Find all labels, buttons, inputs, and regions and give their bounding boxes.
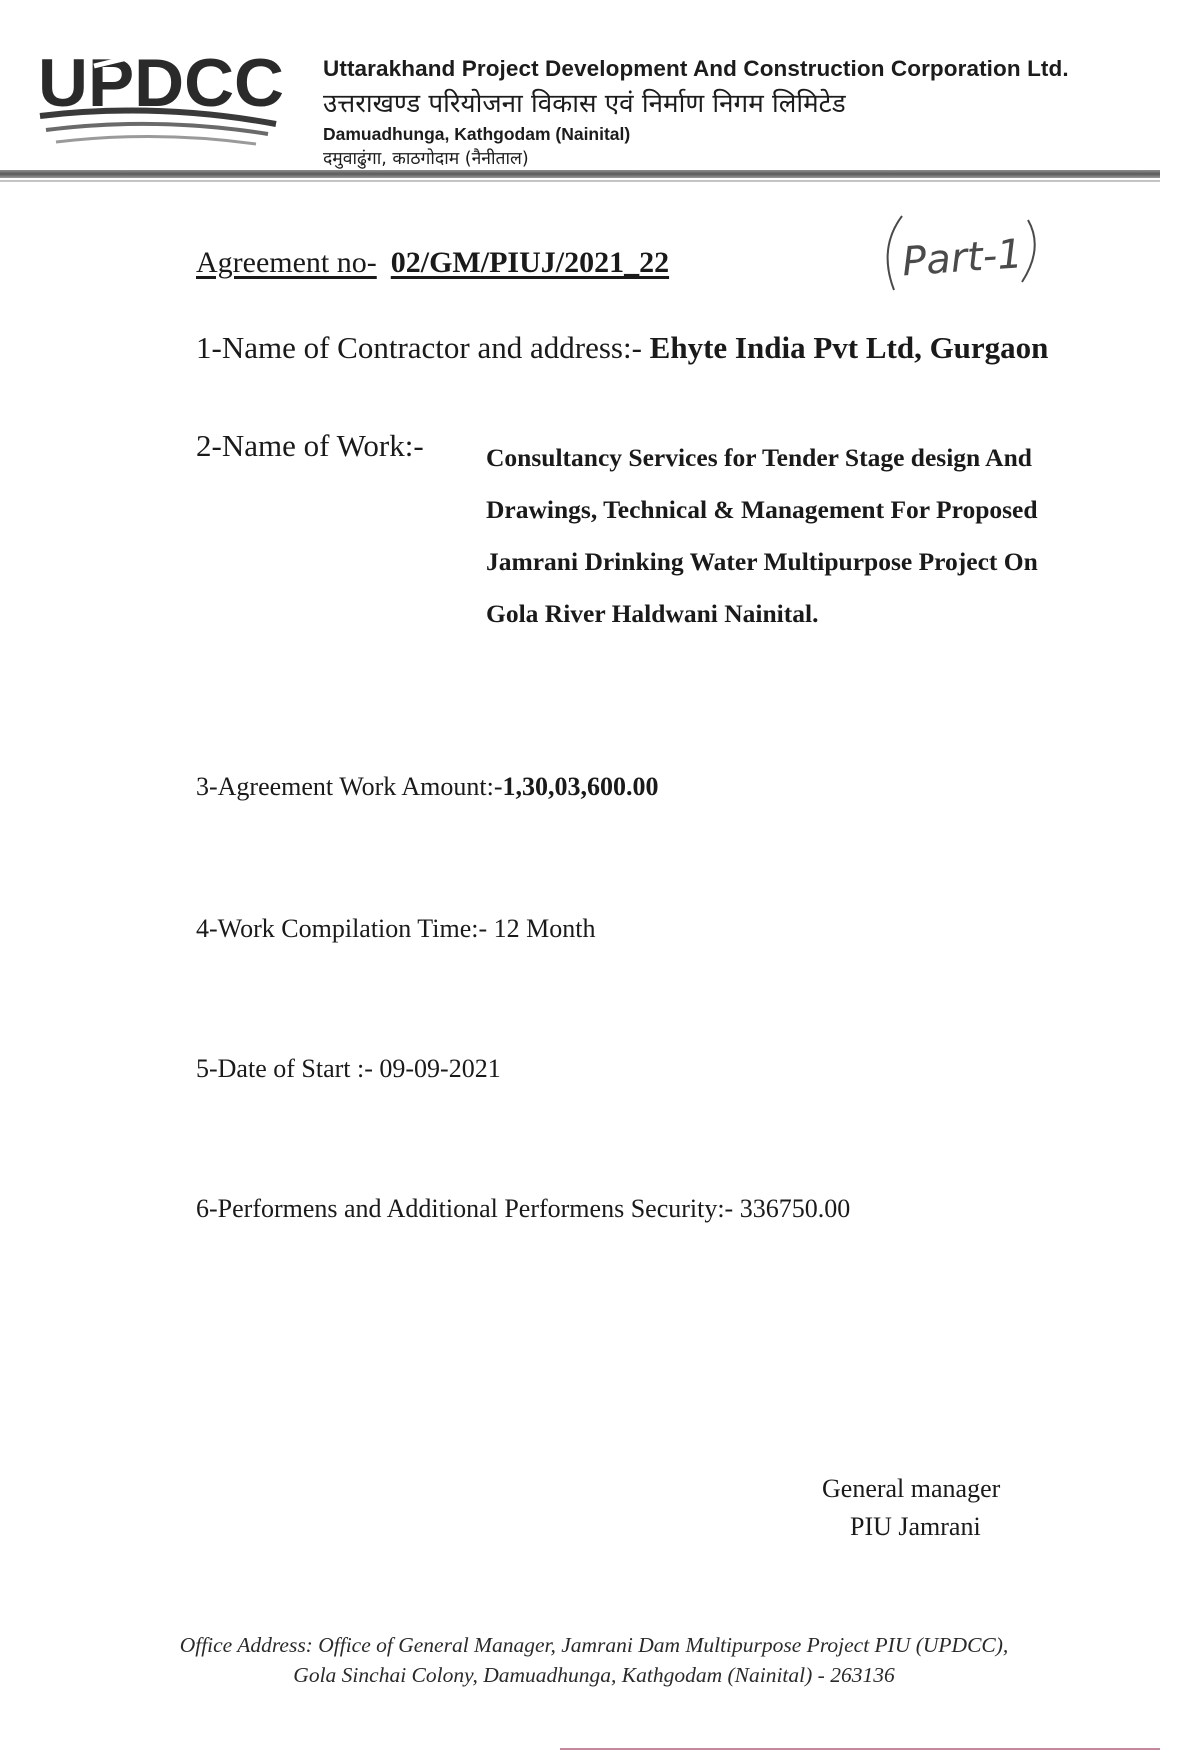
letterhead-divider-thin bbox=[0, 180, 1160, 182]
handwritten-part-note bbox=[872, 208, 1048, 304]
company-address-english: Damuadhunga, Kathgodam (Nainital) bbox=[323, 124, 631, 144]
bottom-edge-line bbox=[560, 1748, 1160, 1750]
letterhead-divider bbox=[0, 170, 1160, 178]
signature-block bbox=[822, 1470, 1000, 1546]
start-date-label: 5-Date of Start :- bbox=[196, 1054, 373, 1083]
work-description-line: Gola River Haldwani Nainital. bbox=[486, 599, 819, 628]
amount-row bbox=[196, 772, 658, 802]
company-address-hindi: दमुवाढुंगा, काठगोदाम (नैनीताल) bbox=[323, 149, 529, 169]
footer-line: Gola Sinchai Colony, Damuadhunga, Kathgodam (Nainital) - 263136 bbox=[293, 1663, 895, 1687]
completion-time-value: 12 Month bbox=[493, 914, 596, 943]
agreement-number-line bbox=[196, 246, 669, 280]
contractor-value: Ehyte India Pvt Ltd, Gurgaon bbox=[649, 330, 1049, 365]
signatory-designation: General manager bbox=[822, 1474, 1001, 1503]
work-label: 2-Name of Work:- bbox=[196, 428, 424, 463]
security-row bbox=[196, 1194, 850, 1224]
office-address-footer bbox=[0, 1630, 1188, 1690]
signatory-office: PIU Jamrani bbox=[850, 1512, 981, 1541]
completion-time-label: 4-Work Compilation Time:- bbox=[196, 914, 488, 943]
work-description-line: Consultancy Services for Tender Stage design And bbox=[486, 443, 1032, 472]
footer-line: Office Address: Office of General Manager, Jamrani Dam Multipurpose Project PIU (UPDCC), bbox=[179, 1633, 1009, 1657]
agreement-number: 02/GM/PIUJ/2021_22 bbox=[390, 246, 670, 279]
svg-text:UPDCC: UPDCC bbox=[38, 46, 284, 121]
agreement-label: Agreement no- bbox=[196, 246, 377, 279]
company-name-english: Uttarakhand Project Development And Construction Corporation Ltd. bbox=[323, 56, 1069, 81]
security-label: 6-Performens and Additional Performens Security:- bbox=[196, 1194, 734, 1223]
work-description-line: Jamrani Drinking Water Multipurpose Project On bbox=[486, 547, 1038, 576]
contractor-row bbox=[196, 330, 1048, 366]
start-date-value: 09-09-2021 bbox=[379, 1054, 501, 1083]
work-description-line: Drawings, Technical & Management For Proposed bbox=[486, 495, 1038, 524]
work-description bbox=[486, 432, 1106, 640]
start-date-row bbox=[196, 1054, 501, 1084]
svg-text:Part-1: Part-1 bbox=[900, 231, 1025, 286]
updcc-logo bbox=[36, 46, 288, 154]
letterhead bbox=[323, 56, 1163, 170]
contractor-label: 1-Name of Contractor and address:- bbox=[196, 330, 642, 365]
company-name-hindi: उत्तराखण्ड परियोजना विकास एवं निर्माण निगम लिमिटेड bbox=[323, 89, 846, 119]
amount-value: 1,30,03,600.00 bbox=[502, 772, 659, 801]
amount-label: 3-Agreement Work Amount:- bbox=[196, 772, 503, 801]
completion-time-row bbox=[196, 914, 596, 944]
security-value: 336750.00 bbox=[739, 1194, 851, 1223]
